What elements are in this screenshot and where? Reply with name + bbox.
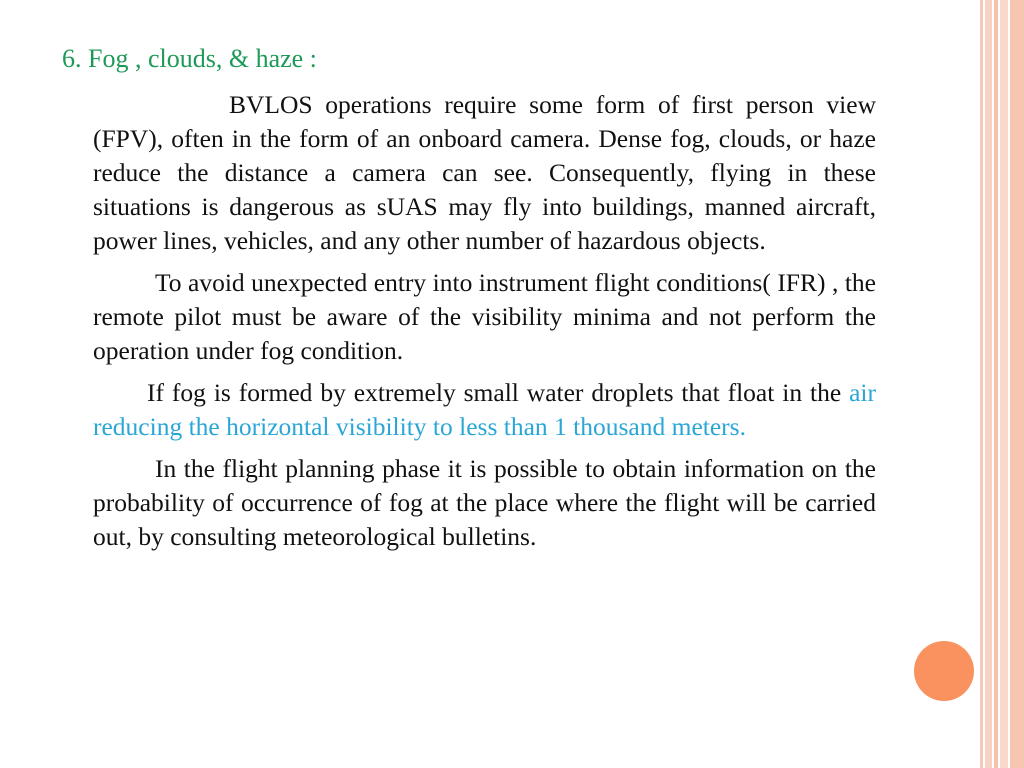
decorative-stripe — [1000, 0, 1008, 768]
paragraph-ifr: To avoid unexpected entry into instrument flight conditions( IFR) , the remote pilot must be aware of the visibility minima and not perform the operation under fog condition. — [93, 268, 876, 365]
slide-heading: 6. Fog , clouds, & haze : — [62, 44, 317, 73]
decorative-stripe — [1010, 0, 1024, 768]
paragraph-fog-definition — [93, 376, 876, 444]
decorative-stripe — [985, 0, 992, 768]
paragraph-flight-planning: In the flight planning phase it is possible to obtain information on the probability of occurrence of fog at the place where the flight will be carried out, by consulting meteorological bulletins. — [93, 454, 876, 551]
paragraph-fpv: BVLOS operations require some form of first person view (FPV), often in the form of an onboard camera. Dense fog, clouds, or haze reduce the distance a camera can see. Consequently, flying in these situations is dangerous as sUAS may fly into buildings, manned aircraft, power lines, vehicles, and any other number of hazardous objects. — [93, 90, 876, 255]
visibility-highlight: air reducing the horizontal visibility to less than 1 thousand meters. — [93, 378, 876, 441]
fog-definition-text: If fog is formed by extremely small water droplets that float in the — [147, 378, 850, 407]
decorative-circle-icon — [914, 641, 974, 701]
decorative-stripe — [980, 0, 983, 768]
slide-body — [93, 88, 876, 562]
decorative-stripe — [994, 0, 998, 768]
